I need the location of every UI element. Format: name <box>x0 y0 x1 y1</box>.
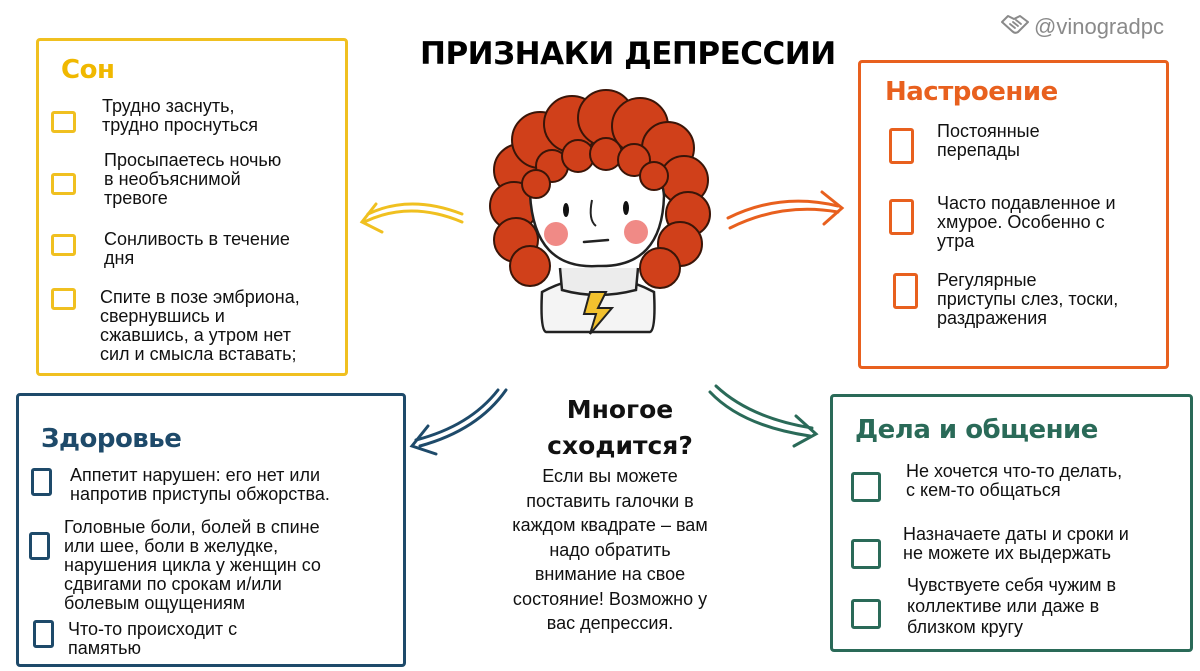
checkbox[interactable] <box>889 199 914 235</box>
sleep-item: Сонливость в течение дня <box>51 230 290 268</box>
sleep-item: Просыпаетесь ночью в необъяснимой тревоге <box>51 151 281 208</box>
health-heading: Здоровье <box>41 424 182 454</box>
body <box>542 268 655 334</box>
mood-item: Постоянные перепады <box>889 122 1040 164</box>
checkbox[interactable] <box>51 173 76 195</box>
page-title: ПРИЗНАКИ ДЕПРЕССИИ <box>420 36 836 72</box>
checkbox[interactable] <box>851 599 881 629</box>
mood-heading: Настроение <box>885 77 1058 107</box>
watermark-text: @vinogradpc <box>1034 14 1164 39</box>
checkbox[interactable] <box>31 468 52 496</box>
health-item: Что-то происходит с памятью <box>33 620 237 658</box>
checkbox[interactable] <box>29 532 50 560</box>
sleep-item: Трудно заснуть, трудно проснуться <box>51 97 258 135</box>
checkbox[interactable] <box>33 620 54 648</box>
checkbox[interactable] <box>851 472 881 502</box>
checkbox[interactable] <box>51 234 76 256</box>
checkbox[interactable] <box>893 273 918 309</box>
checkbox[interactable] <box>51 288 76 310</box>
deeds-card <box>830 394 1193 652</box>
mood-card <box>858 60 1169 369</box>
health-item: Аппетит нарушен: его нет или напротив приступы обжорства. <box>31 466 330 504</box>
health-item: Головные боли, болей в спине или шее, боли в желудке, нарушения цикла у женщин со сдвигами по срокам и/или болевым ощущениям <box>29 518 321 613</box>
deeds-heading: Дела и общение <box>855 415 1098 445</box>
center-question: Многое сходится? <box>547 395 693 460</box>
deeds-item: Не хочется что-то делать, с кем-то общаться <box>851 462 1122 502</box>
sleep-heading: Сон <box>61 55 115 85</box>
checkbox[interactable] <box>51 111 76 133</box>
checkbox[interactable] <box>889 128 914 164</box>
checkbox[interactable] <box>851 539 881 569</box>
deeds-item: Чувствуете себя чужим в коллективе или даже в близком кругу <box>851 575 1116 638</box>
mood-item: Регулярные приступы слез, тоски, раздражения <box>893 271 1118 328</box>
health-card <box>16 393 406 667</box>
mood-item: Часто подавленное и хмурое. Особенно с утра <box>889 194 1116 251</box>
deeds-item: Назначаете даты и сроки и не можете их выдержать <box>851 525 1129 569</box>
sleep-card <box>36 38 348 376</box>
sleep-item: Спите в позе эмбриона, свернувшись и сжавшись, а утром нет сил и смысла вставать; <box>51 288 300 364</box>
center-text: Если вы можете поставить галочки в каждом квадрате – вам надо обратить внимание на свое состояние! Возможно у вас депрессия. <box>512 466 708 633</box>
